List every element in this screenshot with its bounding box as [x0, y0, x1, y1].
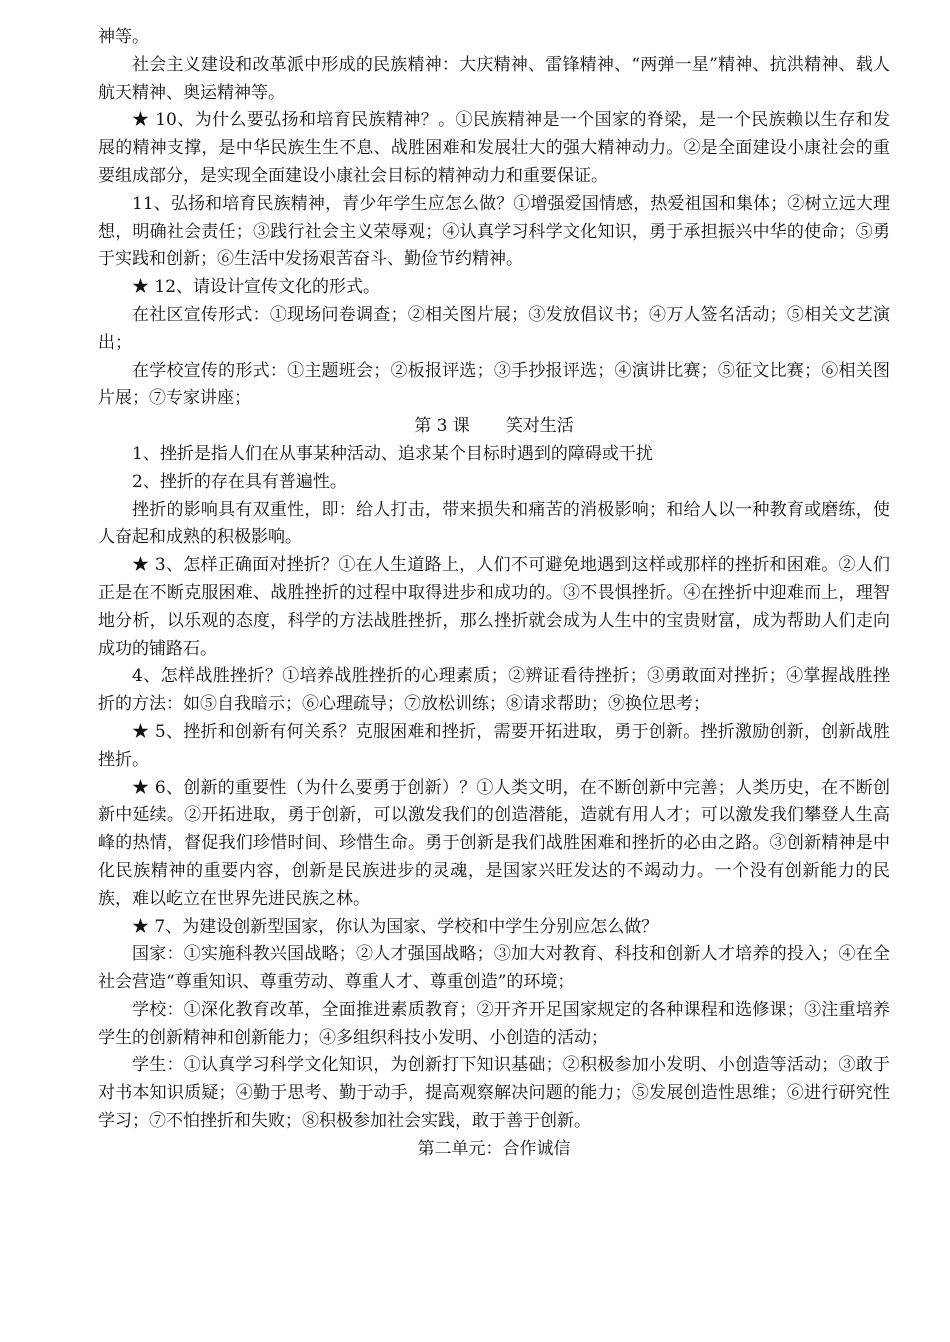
paragraph-continuation: 神等。	[98, 27, 149, 47]
lesson3-item-2: 2、挫折的存在具有普遍性。	[132, 471, 347, 492]
question-11: 11、弘扬和培育民族精神，青少年学生应怎么做？①增强爱国情感，热爱祖国和集体；②树立远大理想，明确社会责任；③践行社会主义荣辱观；④认真学习科学文化知识，勇于承担振兴中华的使命；⑤勇于实践和创新；⑥生活中发扬艰苦奋斗、勤俭节约精神。	[98, 193, 890, 270]
lesson3-question-7: ★ 7、为建设创新型国家，你认为国家、学校和中学生分别应怎么做？	[132, 916, 659, 937]
lesson3-students: 学生：①认真学习科学文化知识，为创新打下知识基础；②积极参加小发明、小创造等活动；③敢于对书本知识质疑；④勤于思考、勤于动手，提高观察解决问题的能力；⑤发展创造性思维；⑥进行研究性学习；⑦不怕挫折和失败；⑧积极参加社会实践，敢于善于创新。	[98, 1055, 890, 1132]
paragraph-national-spirits: 社会主义建设和改革派中形成的民族精神：大庆精神、雷锋精神、“两弹一星”精神、抗洪精神、载人航天精神、奥运精神等。	[98, 54, 890, 103]
lesson3-item-1: 1、挫折是指人们在从事某种活动、追求某个目标时遇到的障碍或干扰	[132, 443, 653, 464]
lesson3-question-4: 4、怎样战胜挫折？①培养战胜挫折的心理素质；②辨证看待挫折；③勇敢面对挫折；④掌握战胜挫折的方法：如⑤自我暗示；⑥心理疏导；⑦放松训练；⑧请求帮助；⑨换位思考；	[98, 666, 890, 715]
lesson-3-heading	[98, 413, 890, 441]
lesson3-question-6: ★ 6、创新的重要性（为什么要勇于创新）？①人类文明，在不断创新中完善；人类历史，在不断创新中延续。②开拓进取，勇于创新，可以激发我们的创造潜能，造就有用人才；可以激发我们攀登人生高峰的热情，督促我们珍惜时间、珍惜生命。勇于创新是我们战胜困难和挫折的必由之路。③创新精神是中化民族精神的重要内容，创新是民族进步的灵魂，是国家兴旺发达的不竭动力。一个没有创新能力的民族，难以屹立在世界先进民族之林。	[98, 777, 890, 909]
lesson3-country: 国家：①实施科教兴国战略；②人才强国战略；③加大对教育、科技和创新人才培养的投入；④在全社会营造“尊重知识、尊重劳动、尊重人才、尊重创造”的环境；	[98, 944, 890, 993]
school-promotion-forms: 在学校宣传的形式：①主题班会；②板报评选；③手抄报评选；④演讲比赛；⑤征文比赛；⑥相关图片展；⑦专家讲座；	[98, 360, 890, 409]
lesson3-question-3: ★ 3、怎样正确面对挫折？①在人生道路上，人们不可避免地遇到这样或那样的挫折和困难。②人们正是在不断克服困难、战胜挫折的过程中取得进步和成功的。③不畏惧挫折。④在挫折中迎难而上，理智地分析，以乐观的态度，科学的方法战胜挫折，那么挫折就会成为人生中的宝贵财富，成为帮助人们走向成功的铺路石。	[98, 555, 890, 659]
lesson3-school: 学校：①深化教育改革，全面推进素质教育；②开齐开足国家规定的各种课程和选修课；③注重培养学生的创新精神和创新能力；④多组织科技小发明、小创造的活动；	[98, 999, 890, 1048]
document-page	[98, 24, 890, 1164]
community-promotion-forms: 在社区宣传形式：①现场问卷调查；②相关图片展；③发放倡议书；④万人签名活动；⑤相关文艺演出；	[98, 304, 890, 353]
question-10: ★ 10、为什么要弘扬和培育民族精神？。①民族精神是一个国家的脊梁，是一个民族赖以生存和发展的精神支撑，是中华民族生生不息、战胜困难和发展壮大的强大精神动力。②是全面建设小康社会的重要组成部分，是实现全面建设小康社会目标的精神动力和重要保证。	[98, 110, 890, 186]
lesson3-frustration-impact: 挫折的影响具有双重性，即：给人打击，带来损失和痛苦的消极影响；和给人以一种教育或磨练，使人奋起和成熟的积极影响。	[98, 499, 890, 548]
question-12: ★ 12、请设计宣传文化的形式。	[132, 277, 381, 298]
unit-2-heading: 第二单元：合作诚信	[417, 1138, 571, 1159]
lesson-title: 笑对生活	[505, 416, 574, 437]
lesson-number: 第 3 课	[414, 416, 470, 437]
lesson3-question-5: ★ 5、挫折和创新有何关系？克服困难和挫折，需要开拓进取，勇于创新。挫折激励创新，创新战胜挫折。	[98, 721, 890, 770]
